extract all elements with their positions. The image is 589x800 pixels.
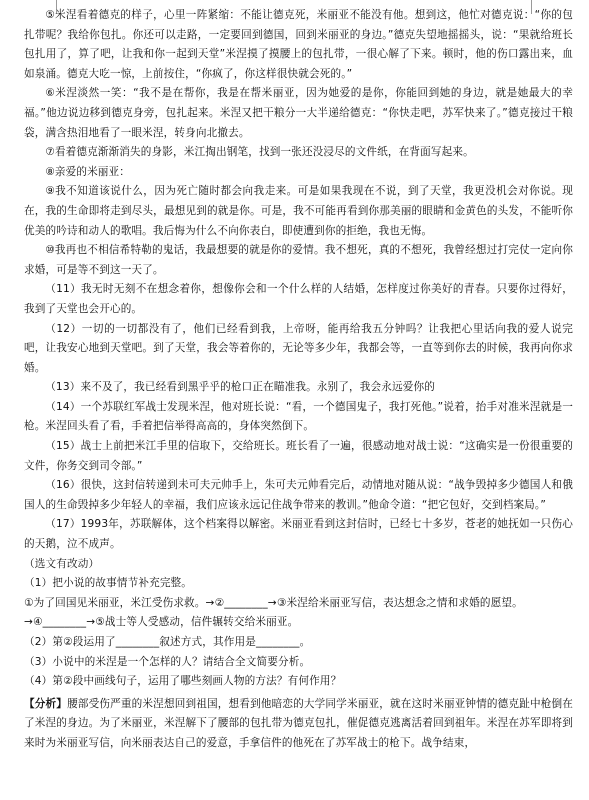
paragraph-12: （12）一切的一切都没有了，他们已经看到我，上帝呀，能再给我五分钟吗？让我把心里话向我的爱人说完吧，让我安心地到天堂吧。到了天堂，我会等着你的，无论等多少年，我都会等，一直等到你去的时候，我再向你求婚。 — [24, 322, 573, 374]
analysis-section — [24, 695, 573, 754]
paragraph-6: ⑥米涅淡然一笑：“我不是在帮你，我是在帮米丽亚，因为她爱的是你，你能回到她的身边，就是她最大的幸福。”他边说边移到德克身旁，包扎起来。米涅又把干粮分一大半递给德克：“你快走吧，苏军快来了。”德克接过干粮袋，满含热泪地看了一眼米涅，转身向北撤去。 — [24, 87, 573, 139]
paragraph-17: （17）1993年，苏联解体，这个档案得以解密。米丽亚看到这封信时，已经七十多岁，苍老的她抚如一只伤心的天鹅，泣不成声。 — [24, 518, 573, 551]
document-page — [24, 6, 573, 754]
question-1: （1）把小说的故事情节补充完整。 — [24, 577, 193, 590]
paragraph-7: ⑦看着德克渐渐消失的身影，米江掏出钢笔，找到一张还没浸尽的文件纸，在背面写起来。 — [45, 146, 474, 159]
source-note: （选文有改动） — [24, 557, 100, 570]
question-1-plot-line-2: →④________→⑤战士等人受感动，信件辗转交给米丽亚。 — [24, 616, 299, 629]
paragraph-16: （16）很快，这封信转递到未可夫元帅手上，朱可夫元帅看完后，动情地对随从说：“战争毁掉多少德国人和俄国人的生命毁掉多少年轻人的幸福，我们应该永远记住战争带来的教训。”他命令道：“把它包好，交到档案局。” — [24, 479, 573, 511]
question-2: （2）第②段运用了________叙述方式，其作用是________。 — [24, 636, 311, 648]
question-4: （4）第②段中画线句子，运用了哪些刻画人物的方法？有何作用？ — [24, 675, 342, 688]
question-1-plot-line-1: ①为了回国见米丽亚，米江受伤求救。→②________→③米涅给米丽亚写信，表达想念之情和求婚的愿望。 — [24, 596, 523, 609]
paragraph-15: （15）战士上前把米江手里的信取下，交给班长。班长看了一遍，很感动地对战士说：“这确实是一份很重要的文件，你务交到司令部。” — [24, 440, 573, 472]
letter-salutation: ⑧亲爱的米丽亚： — [45, 165, 131, 178]
paragraph-5: ⑤米涅看着德克的样子，心里一阵紧缩：不能让德克死，米丽亚不能没有他。想到这，他忙对德克说：“你的包扎带呢？我给你包扎。你还可以走路，一定要回到德国，回到米丽亚的身边。”德克失望地摇摇头，说：“果就给班长包扎用了，算了吧，让我和你一起到天堂”米涅摸了摸腰上的包扎带，一很心解了下来。顿时，他的伤口露出来，血如泉涌。德克大吃一惊，上前按住，“你疯了，你这样很快就会死的。” — [24, 9, 573, 80]
paragraph-13: （13）来不及了，我已经看到黑乎乎的枪口正在瞄准我。永别了，我会永远爱你的 — [45, 381, 435, 394]
paragraph-10: ⑩我再也不相信希特勒的鬼话，我最想要的就是你的爱情。我不想死，真的不想死，我曾经想过打完仗一定向你求婚，可是等不到这一天了。 — [24, 244, 573, 276]
paragraph-14: （14）一个苏联红军战士发现米涅，他对班长说：“看，一个德国鬼子，我打死他。”说着，抬手对准米涅就是一枪。米涅回头看了看，手着把信举得高高的，身体突然倒下。 — [24, 400, 573, 433]
question-3: （3）小说中的米涅是一个怎样的人？请结合全文简要分析。 — [24, 655, 311, 668]
analysis-label: 【分析】 — [24, 697, 68, 710]
paragraph-9: ⑨我不知道该说什么，因为死亡随时都会向我走来。可是如果我现在不说，到了天堂，我更没机会对你说。现在，我的生命即将走到尽头，最想见到的就是你。可是，我不可能再看到你那美丽的眼睛和金黄色的头发，不能听你优美的吟诗和动人的歌唱。我后悔为什么不向你表白，即使遭到你的拒绝，我也无悔。 — [24, 185, 573, 237]
paragraph-11: （11）我无时无刻不在想念着你，想像你会和一个什么样的人结婚，怎样度过你美好的青春。只要你过得好，我到了天堂也会开心的。 — [24, 283, 573, 315]
analysis-text: 腰部受伤严重的米涅想回到祖国，想看到他暗恋的大学同学米丽亚，就在这时米丽亚钟情的德克趾中枪倒在了米涅的身边。为了米丽亚，米涅解下了腰部的包扎带为德克包扎，催促德克逃离活着回到祖年。米涅在苏军即将到来时为米丽亚写信，向米丽表达自己的爱意，手拿信件的他死在了苏军战士的枪下。战争结束， — [24, 697, 573, 749]
